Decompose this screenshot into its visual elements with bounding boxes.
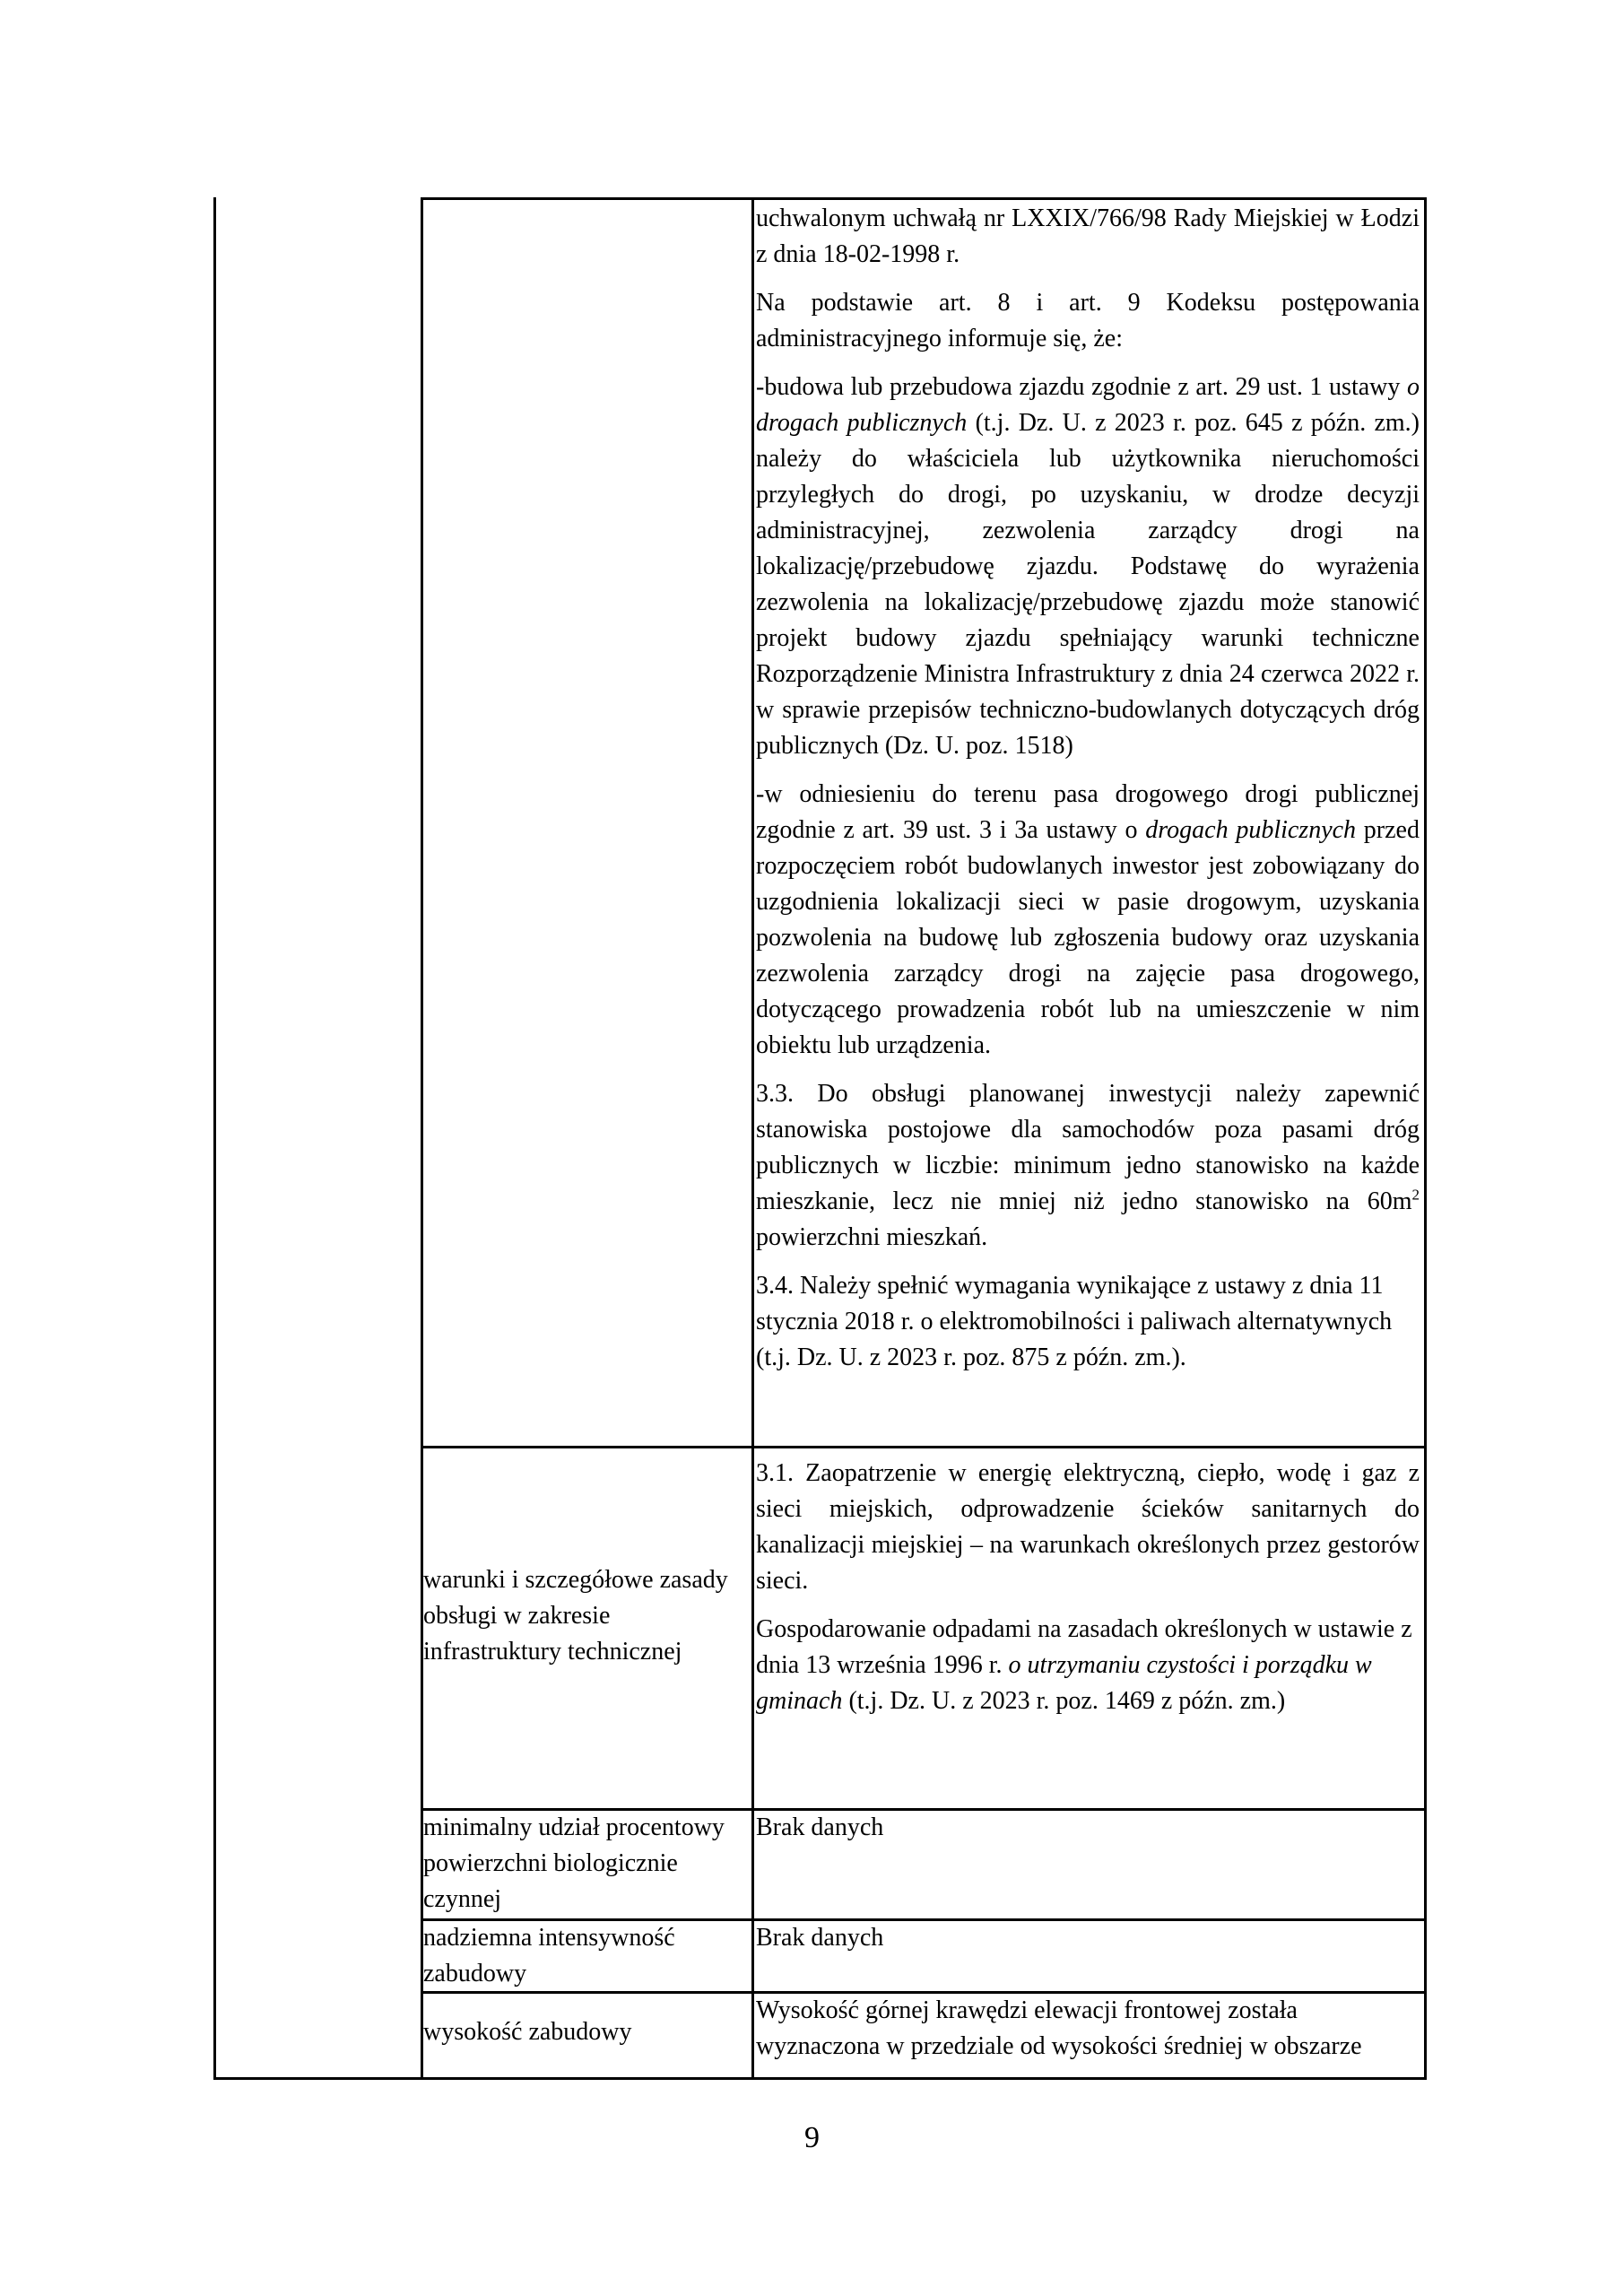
row-label-height: wysokość zabudowy (423, 2018, 632, 2046)
table-border-top (421, 197, 1427, 200)
paragraph: uchwalonym uchwałą nr LXXIX/766/98 Rady Miejskiej w Łodzi z dnia 18-02-1998 r. (756, 204, 1420, 268)
table-border-col3 (751, 197, 754, 2079)
table-border-bottom (213, 2077, 1427, 2080)
paragraph: Na podstawie art. 8 i art. 9 Kodeksu postępowania administracyjnego informuje się, że: (756, 289, 1420, 352)
paragraph-pas-drogowy: -w odniesieniu do terenu pasa drogowego drogi publicznej zgodnie z art. 39 ust. 3 i 3a ustawy o drogach publicznych przed rozpoczęciem robót budowlanych inwestor jest zobowiązany do uzgodnienia lokalizacji sieci w pasie drogowym, uzyskania pozwolenia na budowę lub zgłoszenia budowy oraz uzyskania zezwolenia zarządcy drogi na zajęcie pasa drogowego, dotyczącego prowadzenia robót lub na umieszczenie w nim obiektu lub urządzenia. (756, 780, 1420, 1059)
row-value-intensity: Brak danych (756, 1924, 884, 1952)
row-label-intensity: nadziemna intensywność zabudowy (423, 1924, 675, 1987)
page-number: 9 (804, 2121, 820, 2154)
infra-label: warunki i szczegółowe zasady obsługi w zakresie infrastruktury technicznej (423, 1566, 728, 1665)
paragraph-odpady: Gospodarowanie odpadami na zasadach określonych w ustawie z dnia 13 września 1996 r. o utrzymaniu czystości i porządku w gminach (t.j. Dz. U. z 2023 r. poz. 1469 z późn. zm.) (756, 1615, 1412, 1715)
paragraph-3-4: 3.4. Należy spełnić wymagania wynikające z ustawy z dnia 11 stycznia 2018 r. o elektromobilności i paliwach alternatywnych (t.j. Dz. U. z 2023 r. poz. 875 z późn. zm.). (756, 1272, 1393, 1371)
table-row-divider (421, 1446, 1427, 1448)
row-label-biologically-active: minimalny udział procentowy powierzchni biologicznie czynnej (423, 1813, 725, 1913)
paragraph-zjazd: -budowa lub przebudowa zjazdu zgodnie z art. 29 ust. 1 ustawy o drogach publicznych (t.j. Dz. U. z 2023 r. poz. 645 z późn. zm.) należy do właściciela lub użytkownika nieruchomości przyległych do drogi, po uzyskaniu, w drodze decyzji administracyjnej, zezwolenia zarządcy drogi na lokalizację/przebudowę zjazdu. Podstawę do wyrażenia zezwolenia na lokalizację/przebudowę zjazdu może stanowić projekt budowy zjazdu spełniający warunki techniczne Rozporządzenie Ministra Infrastruktury z dnia 24 czerwca 2022 r. w sprawie przepisów techniczno-budowlanych dotyczących dróg publicznych (Dz. U. poz. 1518) (756, 373, 1420, 760)
table-border-left (213, 197, 216, 2079)
paragraph-3-3: 3.3. Do obsługi planowanej inwestycji należy zapewnić stanowiska postojowe dla samochodów poza pasami dróg publicznych w liczbie: minimum jedno stanowisko na każde mieszkanie, lecz nie mniej niż jedno stanowisko na $60m^2$ powierzchni mieszkań. (756, 1080, 1420, 1251)
content-cell (756, 201, 1420, 1376)
row-value-biologically-active: Brak danych (756, 1813, 884, 1841)
infra-content (756, 1456, 1420, 1719)
paragraph-3-1: 3.1. Zaopatrzenie w energię elektryczną, ciepło, wodę i gaz z sieci miejskich, odprowadzenie ścieków sanitarnych do kanalizacji miejskiej – na warunkach określonych przez gestorów sieci. (756, 1459, 1420, 1595)
row-value-height: Wysokość górnej krawędzi elewacji frontowej została wyznaczona w przedziale od wysokości średniej w obszarze (756, 1996, 1362, 2060)
table-border-right (1424, 197, 1427, 2079)
table-border-col2 (421, 197, 423, 2079)
